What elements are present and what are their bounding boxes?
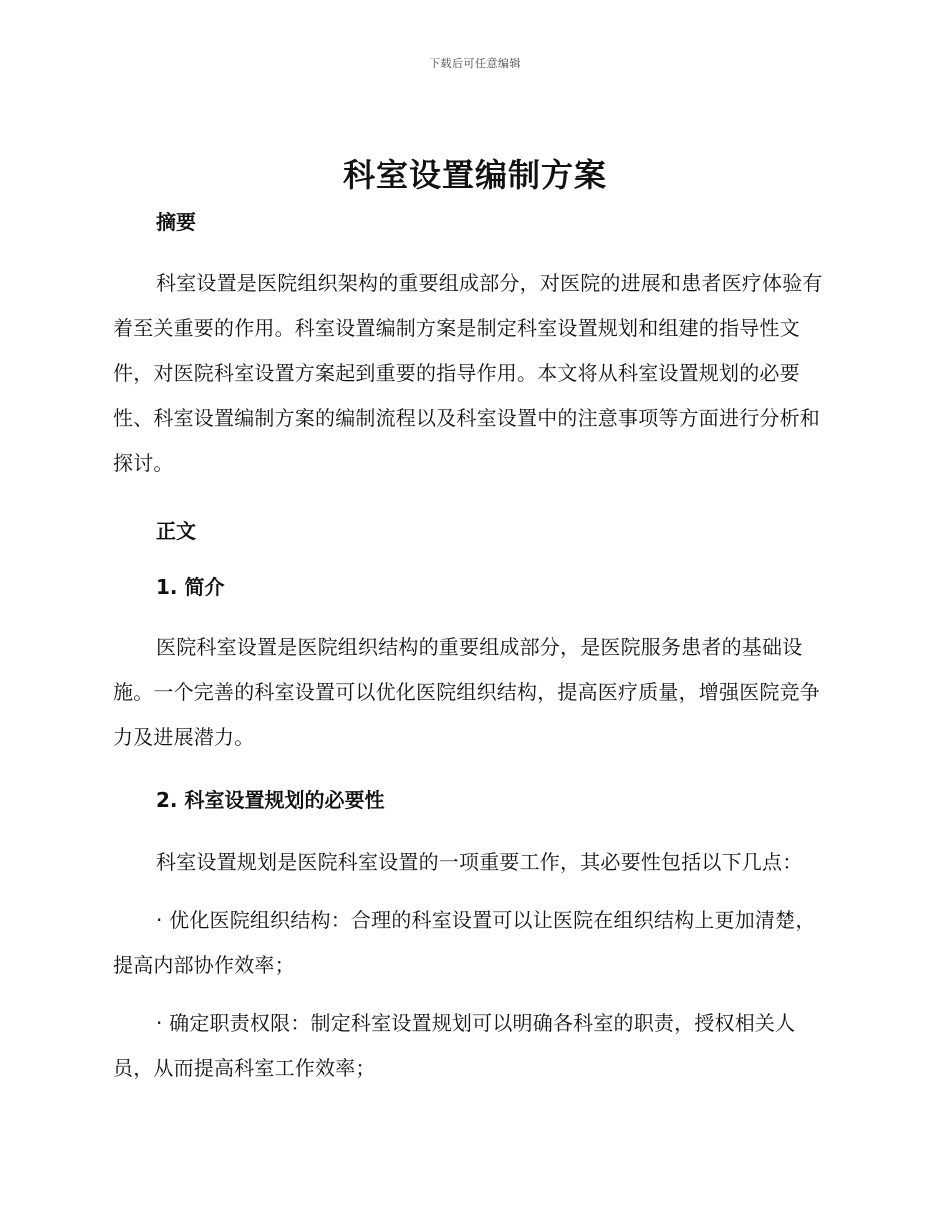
bullet-item: · 确定职责权限：制定科室设置规划可以明确各科室的职责，授权相关人员，从而提高科室工作效率； xyxy=(113,1011,796,1080)
section-heading-intro: 1. 简介 xyxy=(156,575,225,599)
section-paragraph-intro: 医院科室设置是医院组织结构的重要组成部分，是医院服务患者的基础设施。一个完善的科室设置可以优化医院组织结构，提高医疗质量，增强医院竞争力及进展潜力。 xyxy=(113,635,820,749)
body-heading: 正文 xyxy=(156,519,196,543)
abstract-paragraph: 科室设置是医院组织架构的重要组成部分，对医院的进展和患者医疗体验有着至关重要的作用。科室设置编制方案是制定科室设置规划和组建的指导性文件，对医院科室设置方案起到重要的指导作用。本文将从科室设置规划的必要性、科室设置编制方案的编制流程以及科室设置中的注意事项等方面进行分析和探讨。 xyxy=(113,271,823,475)
section-paragraph-necessity: 科室设置规划是医院科室设置的一项重要工作，其必要性包括以下几点： xyxy=(156,850,803,874)
section-heading-necessity: 2. 科室设置规划的必要性 xyxy=(156,788,385,812)
header-note: 下载后可任意编辑 xyxy=(429,57,521,70)
document-content xyxy=(113,205,831,1091)
bullet-item: · 优化医院组织结构：合理的科室设置可以让医院在组织结构上更加清楚，提高内部协作效率； xyxy=(113,908,816,977)
abstract-heading: 摘要 xyxy=(156,210,196,234)
document-title: 科室设置编制方案 xyxy=(342,156,607,194)
